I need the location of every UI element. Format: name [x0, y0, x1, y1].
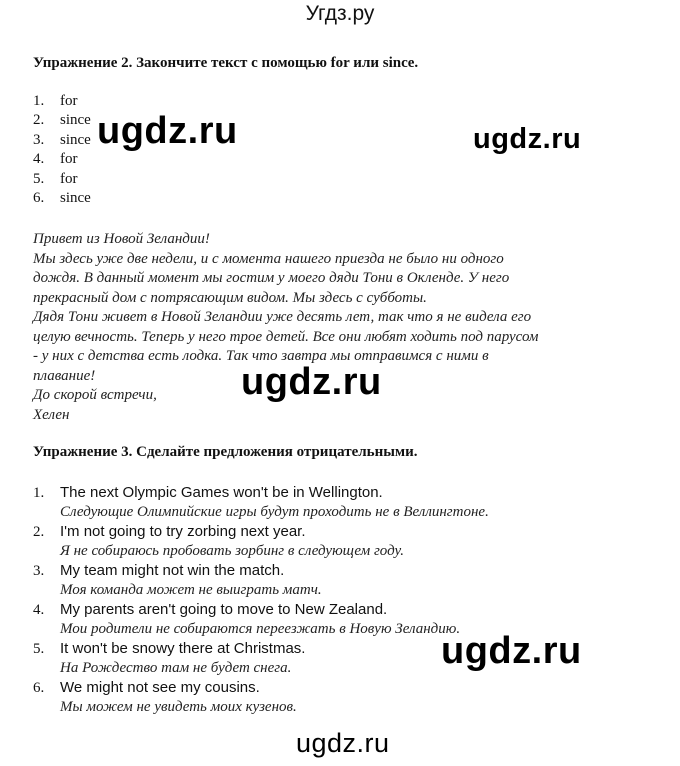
russian-translation: Мы можем не увидеть моих кузенов. — [60, 698, 297, 715]
letter-line: Мы здесь уже две недели, и с момента нашего приезда не было ни одного — [33, 250, 504, 267]
watermark: ugdz.ru — [97, 110, 238, 152]
letter-line: дождя. В данный момент мы гостим у моего дяди Тони в Окленде. У него — [33, 270, 510, 286]
english-sentence: The next Olympic Games won't be in Wellington. — [60, 484, 383, 501]
exercise-3-heading: Упражнение 3. Сделайте предложения отрицательными. — [33, 444, 418, 460]
list-item — [33, 483, 489, 522]
exercise-2-answer-list — [33, 92, 91, 208]
letter-line: целую вечность. Теперь у него трое детей. Все они любят ходить под парусом — [33, 328, 539, 345]
exercise-2-heading: Упражнение 2. Закончите текст с помощью for или since. — [33, 55, 419, 71]
item-answer: since — [60, 189, 91, 206]
list-item — [33, 92, 91, 111]
item-number: 4. — [33, 151, 45, 168]
letter-line: Привет из Новой Зеландии! — [33, 231, 210, 247]
item-number: 3. — [33, 131, 45, 148]
item-number: 6. — [33, 680, 45, 696]
watermark: ugdz.ru — [241, 361, 382, 403]
english-sentence: My team might not win the match. — [60, 562, 285, 579]
item-answer: for — [60, 93, 78, 109]
letter-line: прекрасный дом с потрясающим видом. Мы здесь с субботы. — [33, 289, 427, 306]
letter-line: - у них с детства есть лодка. Так что завтра мы отправимся с ними в — [33, 348, 489, 364]
letter-line: Хелен — [33, 406, 70, 423]
list-item — [33, 522, 489, 561]
item-number: 5. — [33, 641, 45, 657]
item-number: 5. — [33, 170, 45, 187]
watermark: ugdz.ru — [473, 123, 582, 155]
list-item — [33, 189, 91, 208]
item-number: 1. — [33, 93, 45, 109]
item-answer: since — [60, 112, 91, 129]
list-item — [33, 561, 489, 600]
list-item — [33, 678, 489, 717]
list-item — [33, 131, 91, 150]
item-number: 2. — [33, 112, 45, 129]
item-number: 2. — [33, 524, 45, 540]
list-item — [33, 600, 489, 639]
item-answer: for — [60, 170, 78, 187]
exercise-3-answer-list — [33, 483, 489, 717]
watermark: ugdz.ru — [441, 630, 582, 672]
russian-translation: На Рождество там не будет снега. — [60, 659, 292, 676]
item-answer: for — [60, 151, 78, 168]
item-number: 3. — [33, 563, 45, 579]
english-sentence: We might not see my cousins. — [60, 679, 260, 696]
item-answer: since — [60, 131, 91, 148]
list-item — [33, 639, 489, 678]
list-item — [33, 111, 91, 130]
letter-line: плавание! — [33, 367, 96, 384]
item-number: 4. — [33, 602, 45, 618]
russian-translation: Мои родители не собираются переезжать в Новую Зеландию. — [60, 620, 461, 637]
list-item — [33, 170, 91, 189]
letter-line: Дядя Тони живет в Новой Зеландии уже десять лет, так что я не видела его — [33, 309, 532, 325]
english-sentence: I'm not going to try zorbing next year. — [60, 523, 306, 540]
english-sentence: It won't be snowy there at Christmas. — [60, 640, 306, 657]
letter-line: До скорой встречи, — [33, 387, 157, 403]
russian-translation: Следующие Олимпийские игры будут проходить не в Веллингтоне. — [60, 503, 489, 520]
item-number: 1. — [33, 485, 45, 501]
russian-translation: Моя команда может не выиграть матч. — [60, 581, 322, 598]
russian-translation: Я не собираюсь пробовать зорбинг в следующем году. — [60, 542, 404, 559]
watermark: ugdz.ru — [296, 728, 390, 758]
item-number: 6. — [33, 189, 45, 206]
english-sentence: My parents aren't going to move to New Zealand. — [60, 601, 388, 618]
list-item — [33, 150, 91, 169]
site-title[interactable]: Угдз.ру — [305, 2, 375, 25]
